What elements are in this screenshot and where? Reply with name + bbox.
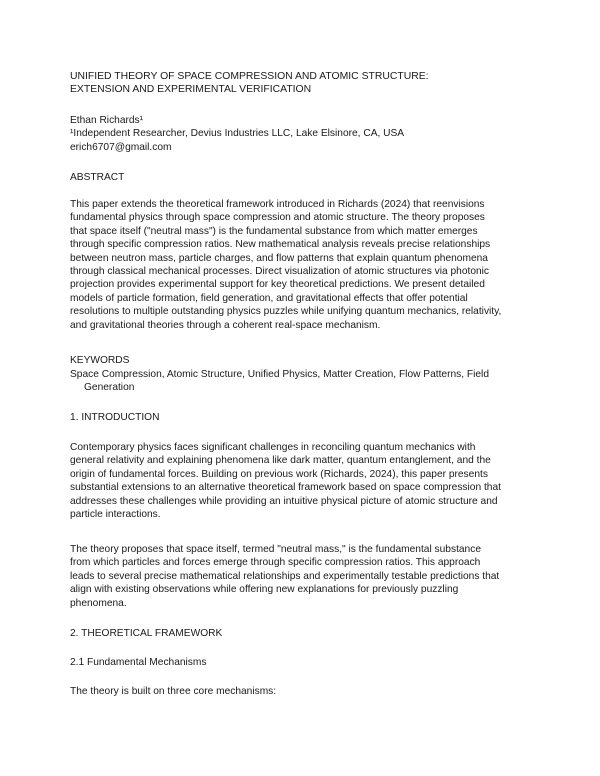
abstract-line: through classical mechanical processes. Direct visualization of atomic structures via photonic bbox=[70, 266, 490, 278]
subsection-heading: 2.1 Fundamental Mechanisms bbox=[70, 657, 207, 668]
paragraph-line: origin of fundamental forces. Building on previous work (Richards, 2024), this paper presents bbox=[70, 468, 488, 480]
abstract-heading: ABSTRACT bbox=[70, 172, 125, 183]
author-name: Ethan Richards¹ bbox=[70, 115, 144, 126]
paragraph-line: phenomena. bbox=[70, 597, 127, 609]
abstract-line: between neutron mass, particle charges, and flow patterns that explain quantum phenomena bbox=[70, 252, 488, 264]
keywords-line: Space Compression, Atomic Structure, Unified Physics, Matter Creation, Flow Patterns, Field bbox=[70, 369, 489, 380]
paragraph-line: The theory proposes that space itself, termed "neutral mass," is the fundamental substance bbox=[70, 544, 481, 555]
abstract-line: that space itself ("neutral mass") is the fundamental substance from which matter emerges bbox=[70, 225, 478, 237]
abstract-line: projection provides experimental support for key theoretical predictions. We present detailed bbox=[70, 279, 485, 291]
section-heading-introduction: 1. INTRODUCTION bbox=[70, 412, 160, 423]
author-block bbox=[70, 114, 532, 154]
paragraph-line: Contemporary physics faces significant challenges in reconciling quantum mechanics with bbox=[70, 442, 476, 453]
framework-intro-text: The theory is built on three core mechanisms: bbox=[70, 686, 277, 697]
author-email: erich6707@gmail.com bbox=[70, 141, 172, 153]
paragraph-line: addresses these challenges while providing an intuitive physical picture of atomic structure and bbox=[70, 495, 498, 507]
author-affiliation: ¹Independent Researcher, Devius Industries LLC, Lake Elsinore, CA, USA bbox=[70, 128, 405, 140]
keywords-line: Generation bbox=[84, 382, 135, 394]
abstract-line: models of particle formation, field generation, and gravitational effects that offer potential bbox=[70, 292, 468, 304]
paper-title bbox=[70, 70, 532, 97]
paragraph-line: substantial extensions to an alternative theoretical framework based on space compression that bbox=[70, 482, 501, 494]
introduction-paragraph-2 bbox=[70, 543, 532, 610]
title-line: EXTENSION AND EXPERIMENTAL VERIFICATION bbox=[70, 84, 312, 96]
paragraph-line: from which particles and forces emerge through specific compression ratios. This approach bbox=[70, 557, 481, 569]
section-heading-framework: 2. THEORETICAL FRAMEWORK bbox=[70, 628, 223, 639]
keywords-list bbox=[70, 368, 532, 395]
introduction-paragraph-1 bbox=[70, 441, 532, 521]
paragraph-line: general relativity and explaining phenomena like dark matter, quantum entanglement, and the bbox=[70, 455, 491, 467]
paragraph-line: leads to several precise mathematical relationships and experimentally testable predictions that bbox=[70, 570, 500, 582]
paragraph-line: particle interactions. bbox=[70, 509, 161, 521]
title-line: UNIFIED THEORY OF SPACE COMPRESSION AND ATOMIC STRUCTURE: bbox=[70, 71, 429, 82]
abstract-line: This paper extends the theoretical framework introduced in Richards (2024) that reenvisions bbox=[70, 199, 485, 210]
abstract-line: through specific compression ratios. New mathematical analysis reveals precise relationships bbox=[70, 239, 491, 251]
abstract-body bbox=[70, 198, 532, 332]
keywords-heading: KEYWORDS bbox=[70, 355, 130, 366]
abstract-line: resolutions to multiple outstanding physics puzzles while unifying quantum mechanics, relativity, bbox=[70, 306, 502, 318]
abstract-line: fundamental physics through space compression and atomic structure. The theory proposes bbox=[70, 212, 485, 224]
paragraph-line: align with existing observations while offering new explanations for previously puzzling bbox=[70, 584, 459, 596]
abstract-line: and gravitational theories through a coherent real-space mechanism. bbox=[70, 319, 381, 331]
